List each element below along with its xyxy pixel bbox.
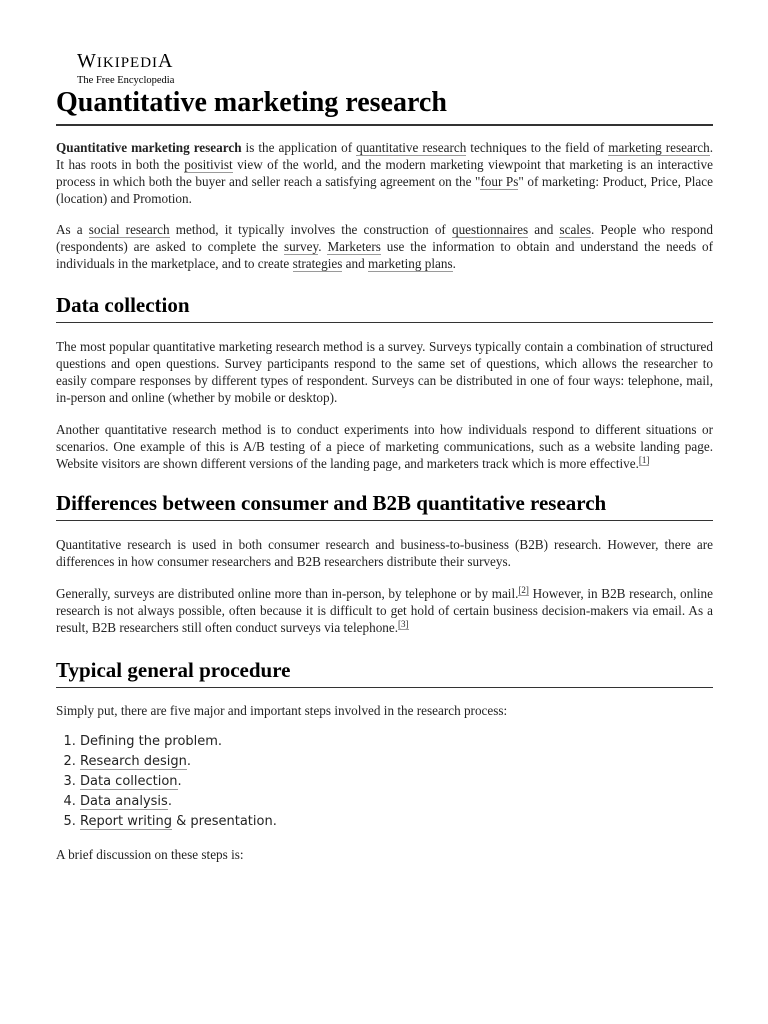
link-research-design[interactable]: Research design: [80, 754, 187, 769]
link-data-collection[interactable]: Data collection: [80, 774, 178, 789]
heading-data-collection: Data collection: [56, 291, 713, 323]
heading-typical-procedure: Typical general procedure: [56, 656, 713, 688]
data-collection-paragraph-1: The most popular quantitative marketing research method is a survey. Surveys typically contain a combination of structured questions and open questions. Survey participants respond to the same set of questions, which allows the researcher to easily compare responses by different types of respondent. Surveys can be distributed in one of four ways: telephone, mail, in-person and online (whether by mobile or desktop).: [56, 339, 713, 405]
page-title: Quantitative marketing research: [56, 84, 713, 126]
procedure-steps-list: [56, 732, 713, 832]
link-marketing-research[interactable]: marketing research: [608, 140, 710, 155]
list-item: 1. Defining the problem.: [80, 732, 713, 752]
link-positivist[interactable]: positivist: [184, 157, 233, 172]
link-social-research[interactable]: social research: [88, 222, 170, 237]
link-report-writing[interactable]: Report writing: [80, 814, 173, 829]
logo-wordmark: WIKIPEDIA: [77, 50, 174, 72]
list-item: 5. Report writing & presentation.: [80, 812, 713, 832]
procedure-outro: A brief discussion on these steps is:: [56, 847, 244, 862]
wikipedia-logo[interactable]: [77, 50, 174, 87]
differences-paragraph-1: Quantitative research is used in both consumer research and business-to-business (B2B) research. However, there are differences in how consumer researchers and B2B researchers distribute their surveys.: [56, 537, 713, 569]
reference-3[interactable]: [3]: [398, 619, 409, 629]
list-item: 2. Research design.: [80, 752, 713, 772]
procedure-intro: Simply put, there are five major and important steps involved in the research process:: [56, 703, 508, 718]
link-survey[interactable]: survey: [283, 239, 319, 254]
link-data-analysis[interactable]: Data analysis: [80, 794, 168, 809]
article-content: [56, 84, 713, 863]
intro-paragraph-2: As a social research method, it typically involves the construction of questionnaires and scales. People who respond (respondents) are asked to complete the survey. Marketers use the information to obtain and understand the needs of individuals in the marketplace, and to create strategies and marketing plans.: [56, 222, 714, 271]
list-item: 4. Data analysis.: [80, 792, 713, 812]
reference-2[interactable]: [2]: [518, 585, 529, 595]
link-marketers[interactable]: Marketers: [327, 239, 381, 254]
differences-paragraph-2: Generally, surveys are distributed online more than in-person, by telephone or by mail.[2] However, in B2B research, online research is not always possible, often because it is difficult to get hold of certain business decision-makers via email. As a result, B2B researchers still often conduct surveys via telephone.[3]: [56, 585, 713, 635]
logo-tagline: The Free Encyclopedia: [77, 75, 175, 86]
data-collection-paragraph-2: Another quantitative research method is to conduct experiments into how individuals respond to different situations or scenarios. One example of this is A/B testing of a piece of marketing communications, such as a website landing page. Website visitors are shown different versions of the landing page, and marketers track which is more effective.[1]: [56, 422, 713, 471]
link-four-ps[interactable]: four Ps: [480, 174, 519, 189]
intro-paragraph-1: Quantitative marketing research is the application of quantitative research techniques to the field of marketing research. It has roots in both the positivist view of the world, and the modern marketing viewpoint that marketing is an interactive process in which both the buyer and seller reach a satisfying agreement on the "four Ps" of marketing: Product, Price, Place (location) and Promotion.: [56, 140, 713, 206]
link-scales[interactable]: scales: [559, 222, 591, 237]
link-questionnaires[interactable]: questionnaires: [451, 222, 529, 237]
link-quantitative-research[interactable]: quantitative research: [356, 140, 467, 155]
link-marketing-plans[interactable]: marketing plans: [368, 256, 453, 271]
heading-differences: Differences between consumer and B2B quantitative research: [56, 489, 713, 521]
link-strategies[interactable]: strategies: [292, 256, 343, 271]
reference-1[interactable]: [1]: [638, 455, 650, 465]
list-item: 3. Data collection.: [80, 772, 713, 792]
